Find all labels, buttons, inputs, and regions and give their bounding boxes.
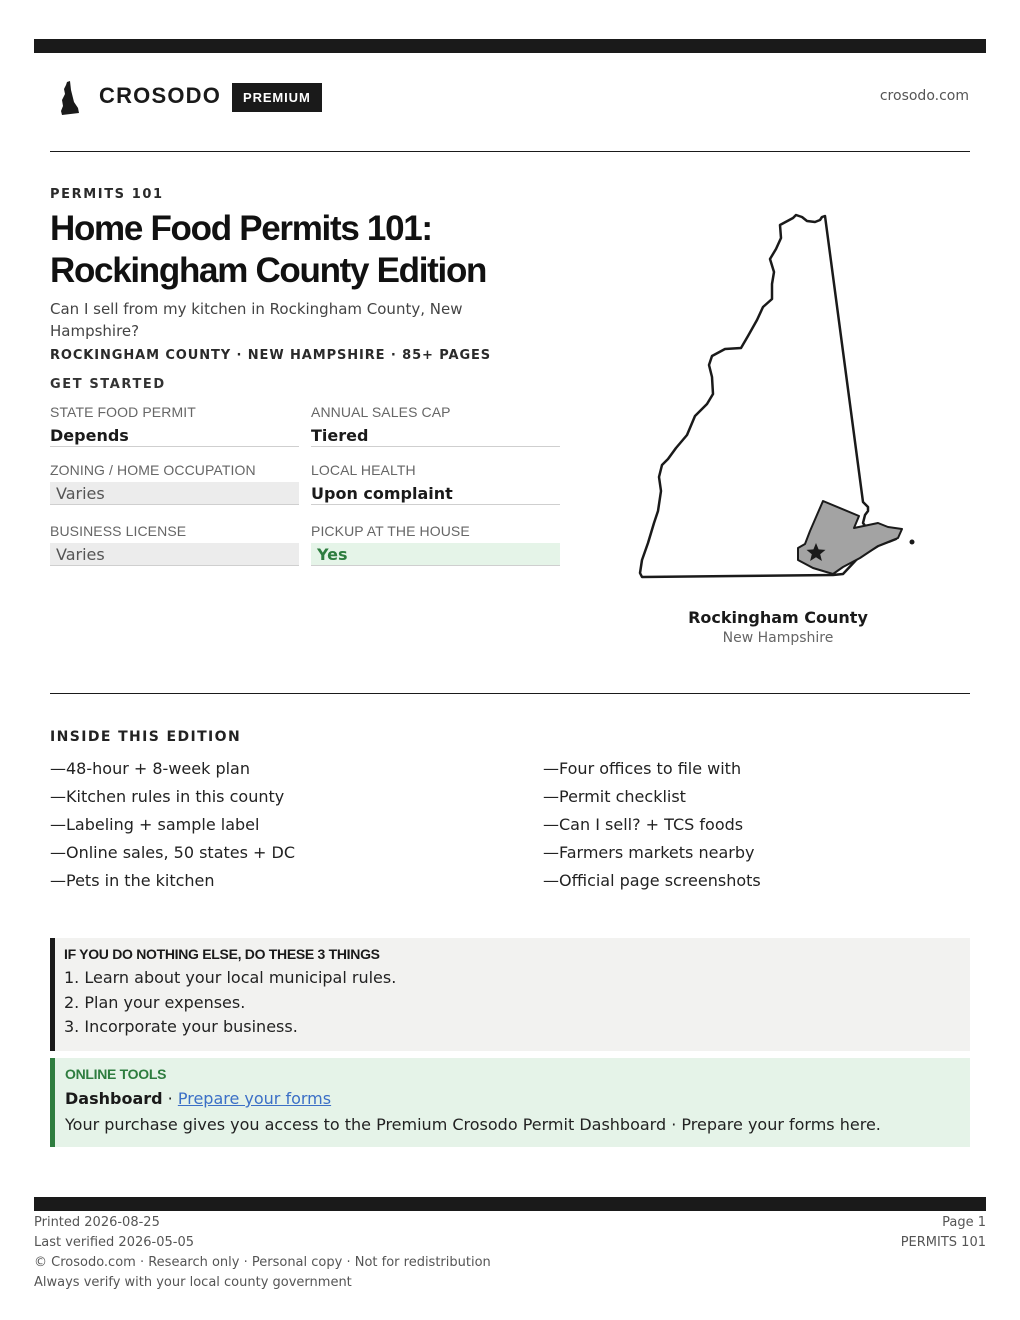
toc-item: —Farmers markets nearby	[543, 843, 755, 862]
county-location-map	[630, 205, 930, 590]
toc-item: —Four offices to file with	[543, 759, 742, 778]
disclaimer-text: Always verify with your local county government	[34, 1275, 352, 1290]
copyright-text: © Crosodo.com · Research only · Personal copy · Not for redistribution	[34, 1255, 491, 1270]
fact-value: Upon complaint	[311, 482, 560, 505]
toc-left-list	[50, 755, 295, 895]
site-url[interactable]: crosodo.com	[879, 88, 969, 104]
toc-item: —Official page screenshots	[543, 871, 761, 890]
fact-label: ZONING / HOME OCCUPATION	[50, 462, 256, 478]
nh-state-logo-icon	[58, 80, 82, 116]
three-things-callout	[50, 938, 970, 1051]
fact-zoning	[50, 462, 299, 505]
callout-heading: ONLINE TOOLS	[65, 1066, 167, 1082]
fact-business-license	[50, 523, 299, 566]
header-divider	[50, 151, 970, 152]
brand-name: CROSODO	[99, 83, 222, 108]
separator: ·	[162, 1089, 178, 1108]
state-outline	[640, 215, 900, 577]
three-things-list	[64, 966, 970, 1040]
toc-item: —Labeling + sample label	[50, 815, 260, 834]
toc-item: —Permit checklist	[543, 787, 686, 806]
map-state-name: New Hampshire	[722, 630, 834, 646]
fact-local-health	[311, 462, 560, 505]
online-tools-callout	[50, 1058, 970, 1147]
inside-edition-label: INSIDE THIS EDITION	[50, 729, 242, 745]
fact-label: STATE FOOD PERMIT	[50, 404, 196, 420]
subtitle: Can I sell from my kitchen in Rockingham County, New Hampshire?	[50, 300, 463, 340]
bottom-bar	[34, 1197, 986, 1211]
toc-item: —Kitchen rules in this county	[50, 787, 285, 806]
toc-item: —Pets in the kitchen	[50, 871, 215, 890]
fact-value: Tiered	[311, 424, 560, 447]
map-county-name: Rockingham County	[688, 608, 868, 627]
fact-value: Depends	[50, 424, 299, 447]
premium-badge: PREMIUM	[232, 83, 322, 112]
island-dot	[910, 540, 915, 545]
verified-date: Last verified 2026-05-05	[34, 1235, 194, 1250]
fact-label: ANNUAL SALES CAP	[311, 404, 451, 420]
list-item: 3. Incorporate your business.	[64, 1017, 298, 1036]
edition-meta: ROCKINGHAM COUNTY · NEW HAMPSHIRE · 85+ PAGES	[50, 348, 492, 363]
footer-section: PERMITS 101	[900, 1235, 986, 1250]
top-bar	[34, 39, 986, 53]
toc-item: —Can I sell? + TCS foods	[543, 815, 744, 834]
printed-date: Printed 2026-08-25	[34, 1215, 160, 1230]
title-line-1: Home Food Permits 101:	[50, 209, 432, 248]
section-divider	[50, 693, 970, 694]
page-number: Page 1	[942, 1215, 986, 1230]
dashboard-description: Your purchase gives you access to the Premium Crosodo Permit Dashboard · Prepare your forms here.	[65, 1115, 881, 1134]
callout-heading: IF YOU DO NOTHING ELSE, DO THESE 3 THINGS	[64, 946, 380, 962]
title-line-2: Rockingham County Edition	[50, 251, 487, 290]
fact-label: BUSINESS LICENSE	[50, 523, 187, 539]
dashboard-label: Dashboard	[65, 1089, 163, 1108]
fact-value: Varies	[50, 543, 299, 566]
fact-pickup-at-house	[311, 523, 560, 566]
footer-left	[34, 1213, 491, 1293]
list-item: 1. Learn about your local municipal rules.	[64, 968, 397, 987]
list-item: 2. Plan your expenses.	[64, 992, 246, 1012]
prepare-forms-link[interactable]: Prepare your forms	[177, 1089, 332, 1108]
fact-value: Varies	[50, 482, 299, 505]
fact-annual-sales-cap	[311, 404, 560, 447]
footer-right	[901, 1213, 986, 1253]
page-title	[50, 208, 570, 292]
fact-state-food-permit	[50, 404, 299, 447]
toc-item: —48-hour + 8-week plan	[50, 759, 250, 778]
fact-value: Yes	[311, 543, 560, 566]
fact-label: PICKUP AT THE HOUSE	[311, 523, 470, 539]
fact-label: LOCAL HEALTH	[311, 462, 416, 478]
eyebrow-label: PERMITS 101	[50, 187, 164, 202]
toc-right-list	[543, 755, 761, 895]
dashboard-line	[65, 1087, 970, 1111]
toc-item: —Online sales, 50 states + DC	[50, 843, 296, 862]
get-started-label: GET STARTED	[50, 377, 166, 392]
